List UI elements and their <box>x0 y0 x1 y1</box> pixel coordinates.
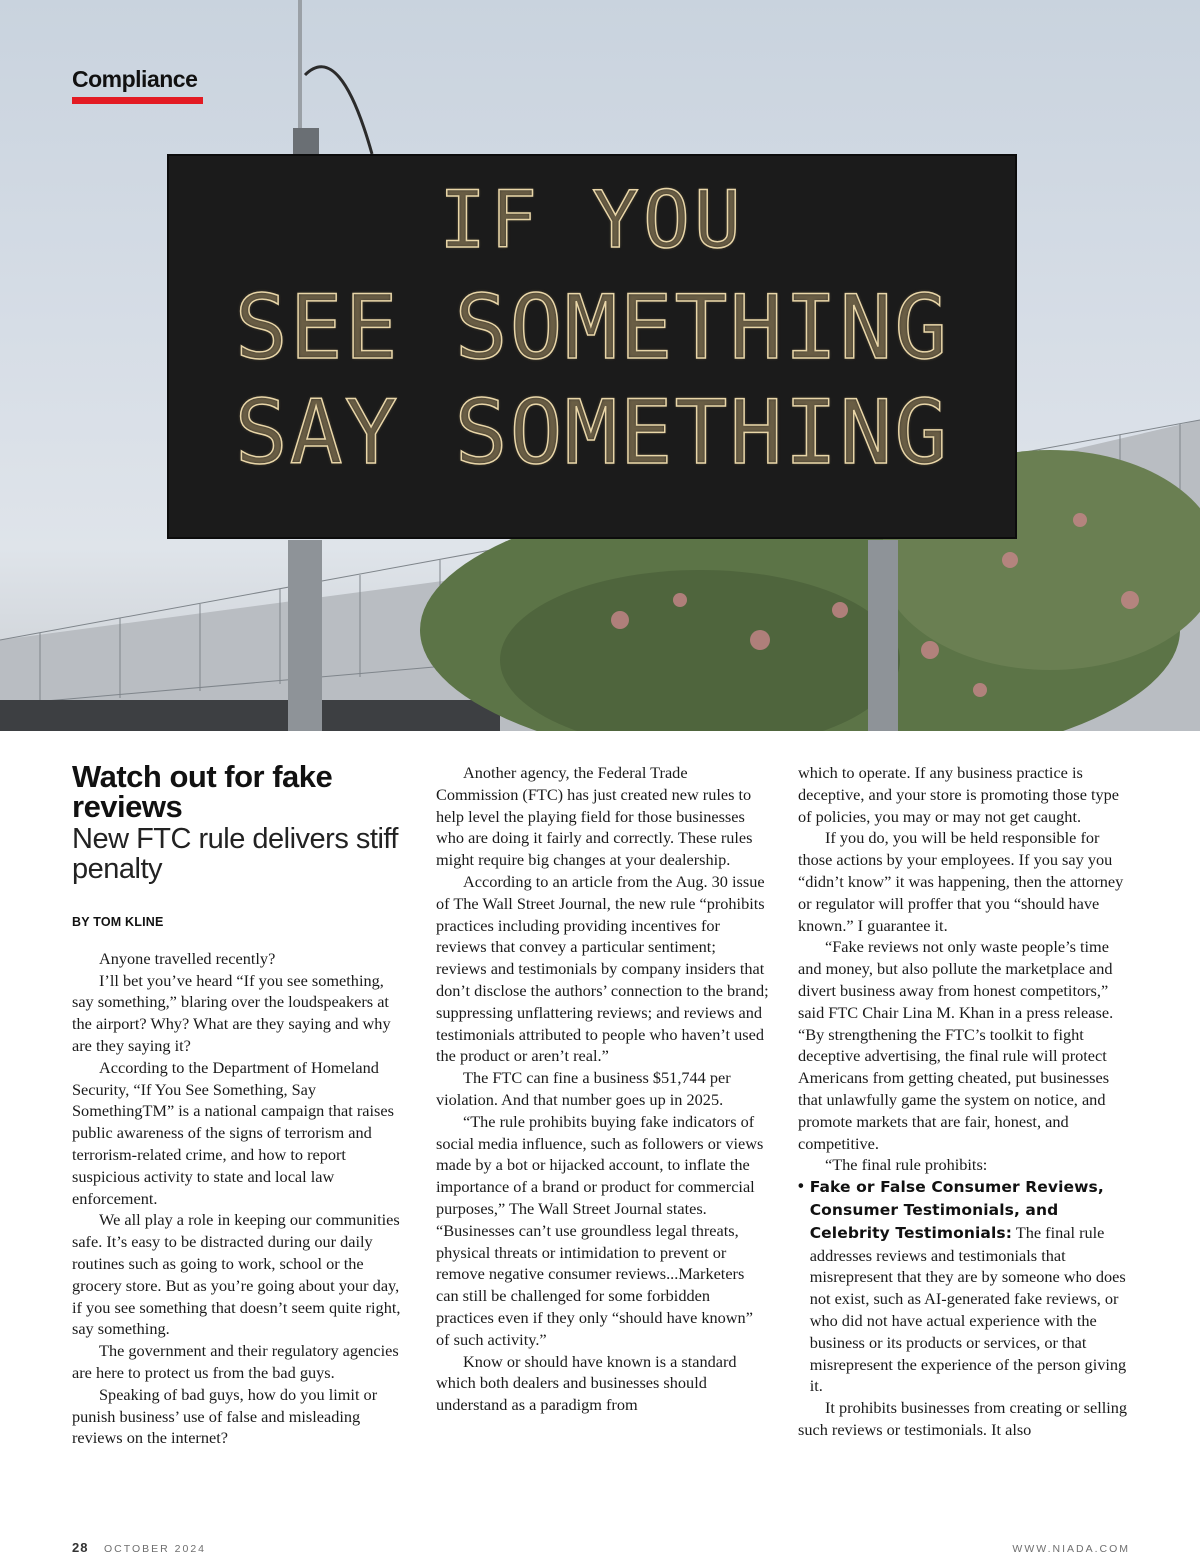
page-number: 28 <box>72 1540 89 1555</box>
website-url: WWW.NIADA.COM <box>1012 1543 1130 1555</box>
paragraph: I’ll bet you’ve heard “If you see something, say something,” blaring over the loudspeakers at the airport? Why? What are they saying and why are they saying it? <box>72 970 391 1055</box>
paragraph: “The final rule prohibits: <box>825 1155 988 1175</box>
bullet-item <box>798 1176 1130 1397</box>
hero-photo <box>0 0 1200 731</box>
sign-line-1: IF YOU <box>439 176 745 266</box>
paragraph: “The rule prohibits buying fake indicators of social media influence, such as followers or views made by a bot or hijacked account, to inflate the importance of a brand or product for commercial purposes,” The Wall Street Journal states. “Businesses can’t use groundless legal threats, physical threats or intimidation to prevent or remove negative consumer reviews...Marketers can still be challenged for some forbidden practices even if they only “should have known” of such activity.” <box>436 1111 764 1349</box>
paragraph-tail: It prohibits businesses from creating or selling such reviews or testimonials. It also <box>798 1398 1128 1439</box>
paragraph: Another agency, the Federal Trade Commission (FTC) has just created new rules to help level the playing field for those businesses who are doing it fairly and correctly. These rules might require big changes at your dealership. <box>436 763 753 870</box>
paragraph-continuation: which to operate. If any business practice is deceptive, and your store is promoting those type of policies, you may or may not get caught. <box>798 763 1120 826</box>
paragraph: The FTC can fine a business $51,744 per violation. And that number goes up in 2025. <box>436 1068 731 1109</box>
sign-line-3: SAY SOMETHING <box>234 381 950 484</box>
led-message-sign <box>167 154 1017 539</box>
sign-line-2: SEE SOMETHING <box>234 276 950 379</box>
paragraph: We all play a role in keeping our communities safe. It’s easy to be distracted during our daily routines such as going to work, school or the grocery store. But as you’re going about your day, if you see something that doesn’t seem quite right, say something. <box>72 1210 401 1339</box>
paragraph: According to the Department of Homeland Security, “If You See Something, Say SomethingTM” is a national campaign that raises public awareness of the signs of terrorism and terrorism-related crime, and how to report suspicious activity to state and local law enforcement. <box>72 1057 394 1208</box>
paragraph: If you do, you will be held responsible for those actions by your employees. If you say you “didn’t know” it was happening, then the attorney or regulator will proffer that you “should have known.” I guarantee it. <box>798 828 1124 935</box>
section-accent-bar <box>72 97 203 104</box>
page-footer <box>0 1540 1200 1559</box>
article-column-1 <box>72 759 402 1449</box>
article-column-3 <box>798 762 1130 1441</box>
bullet-text: The final rule addresses reviews and testimonials that misrepresent that they are by someone who does not exist, such as AI-generated fake reviews, or who did not have actual experience with the business or its products or services, or that misrepresent the experience of the person giving it. <box>809 1222 1127 1396</box>
paragraph: Anyone travelled recently? <box>99 948 276 968</box>
article-headline: Watch out for fake reviews <box>72 759 333 824</box>
paragraph: According to an article from the Aug. 30 issue of The Wall Street Journal, the new rule “prohibits practices including providing incentives for reviews that convey a particular sentiment; reviews and testimonials by company insiders that don’t disclose the authors’ connection to the brand; suppressing unflattering reviews; and reviews and testimonials attributed to people who haven’t used the product or aren’t real.” <box>436 871 769 1066</box>
paragraph: Speaking of bad guys, how do you limit or punish business’ use of false and misleading reviews on the internet? <box>72 1384 378 1448</box>
section-label: Compliance <box>72 66 198 92</box>
paragraph: “Fake reviews not only waste people’s time and money, but also pollute the marketplace and divert business away from honest competitors,” said FTC Chair Lina M. Khan in a press release. “By strengthening the FTC’s toolkit to fight deceptive advertising, the final rule will protect Americans from getting cheated, put businesses that unlawfully game the system on notice, and promote markets that are fair, honest, and competitive. <box>798 937 1114 1153</box>
bullet-icon: • <box>798 1177 804 1196</box>
paragraph: Know or should have known is a standard which both dealers and businesses should understand as a paradigm from <box>436 1351 737 1415</box>
issue-date: OCTOBER 2024 <box>104 1543 207 1555</box>
paragraph: The government and their regulatory agencies are here to protect us from the bad guys. <box>72 1341 399 1382</box>
article-column-2 <box>436 762 770 1416</box>
article-subhead: New FTC rule delivers stiff penalty <box>72 823 398 885</box>
article-byline: BY TOM KLINE <box>72 915 164 929</box>
bullet-term: Fake or False Consumer Reviews, Consumer Testimonials, and Celebrity Testimonials: <box>809 1178 1104 1242</box>
